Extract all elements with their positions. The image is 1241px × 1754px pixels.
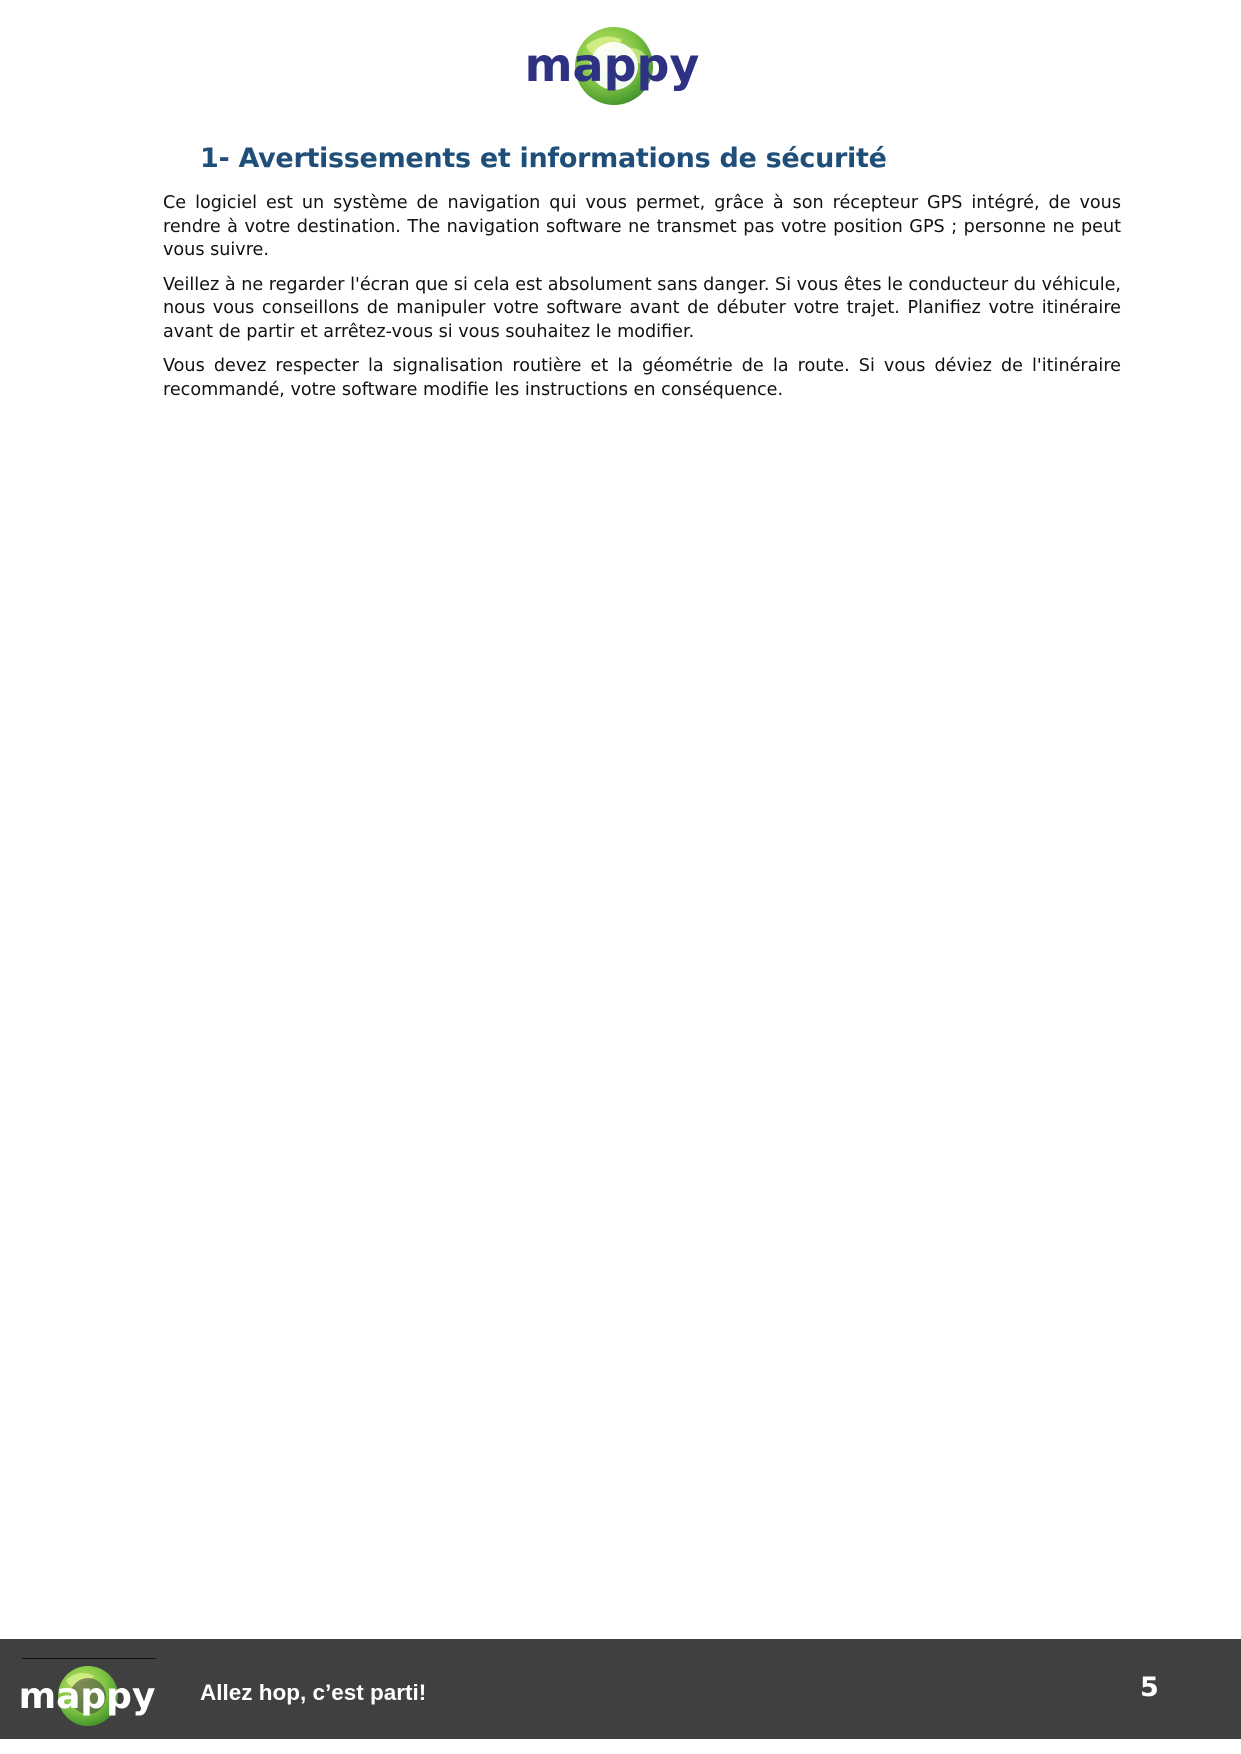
- section-title: 1- Avertissements et informations de sécurité: [200, 143, 887, 174]
- footer-slogan: Allez hop, c’est parti!: [200, 1680, 427, 1705]
- svg-text:mappy: mappy: [524, 38, 700, 92]
- footer-mappy-logo: [18, 1665, 156, 1731]
- svg-text:mappy: mappy: [18, 1676, 156, 1717]
- mappy-logo: [524, 26, 700, 112]
- page-number: 5: [1140, 1672, 1159, 1703]
- paragraph-screen-safety: Veillez à ne regarder l'écran que si cela est absolument sans danger. Si vous êtes le conducteur du véhicule, nous vous conseillons de manipuler votre software avant de débuter votre trajet. Planifiez votre itinéraire avant de partir et arrêtez-vous si vous souhaitez le modifier.: [163, 274, 1121, 342]
- paragraph-road-rules: Vous devez respecter la signalisation routière et la géométrie de la route. Si vous déviez de l'itinéraire recommandé, votre software modifie les instructions en conséquence.: [163, 356, 1121, 400]
- footer-rule: [22, 1658, 156, 1659]
- paragraph-navigation: Ce logiciel est un système de navigation qui vous permet, grâce à son récepteur GPS intégré, de vous rendre à votre destination. The navigation software ne transmet pas votre position GPS ; personne ne peut vous suivre.: [163, 193, 1121, 260]
- body-text: [163, 192, 1121, 413]
- page-footer: [0, 1639, 1241, 1739]
